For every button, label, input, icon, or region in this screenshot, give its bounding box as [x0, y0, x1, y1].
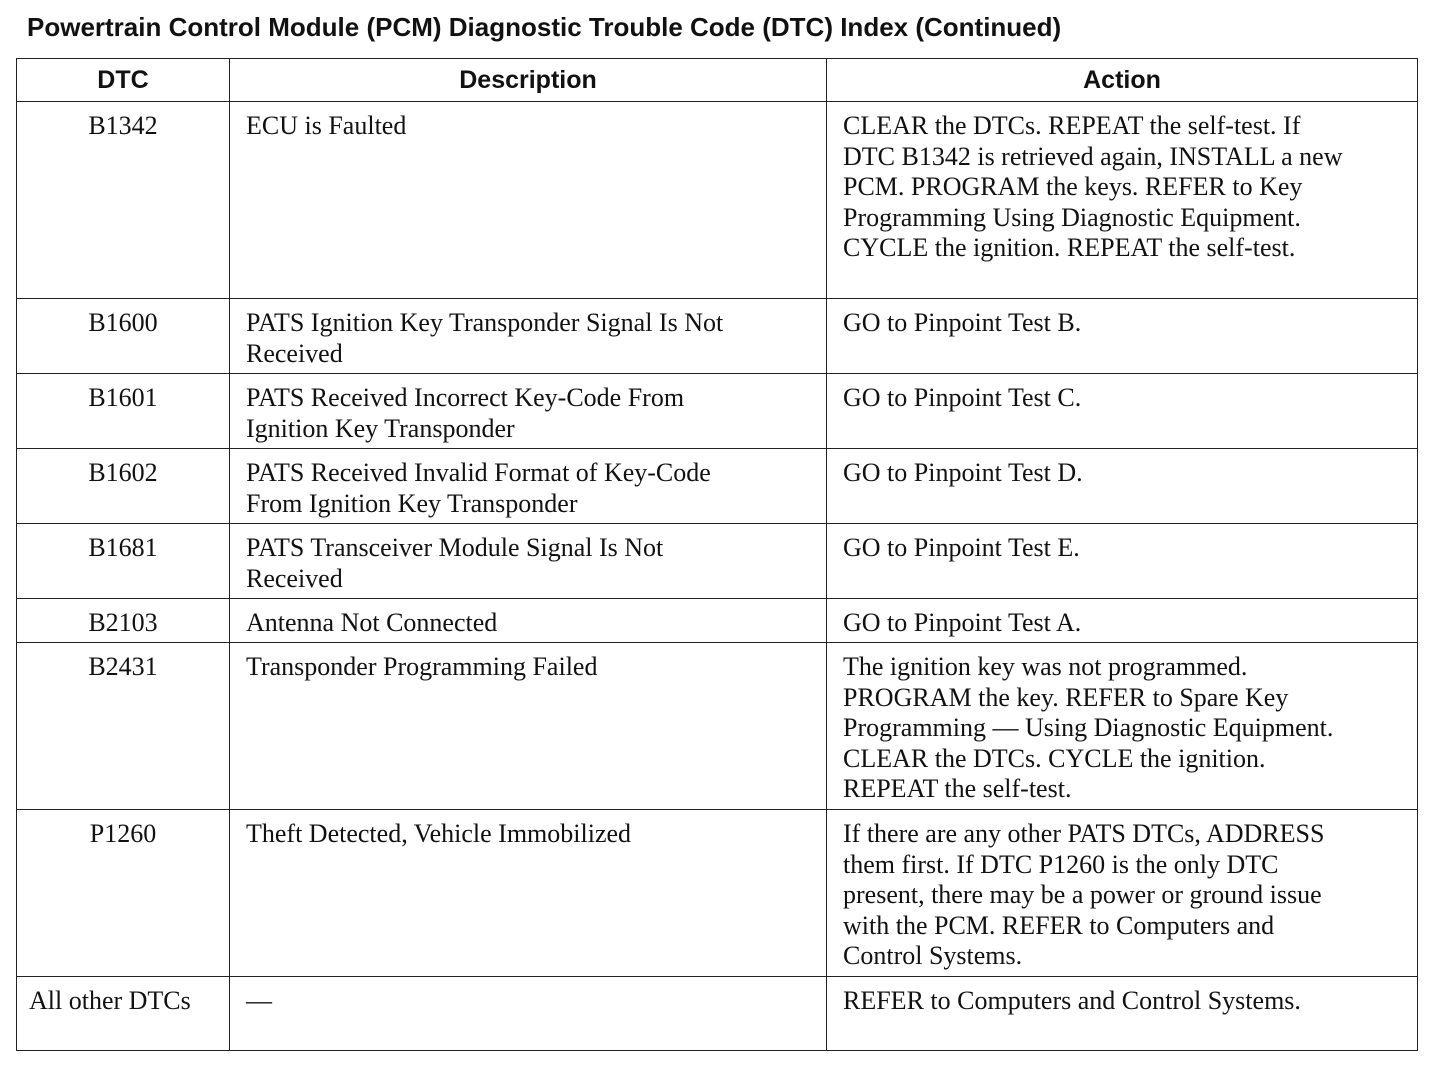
- description-line: Antenna Not Connected: [246, 608, 498, 637]
- description-line: Received: [246, 338, 343, 368]
- dtc-description: [230, 374, 827, 449]
- action-line: GO to Pinpoint Test E.: [843, 533, 1080, 562]
- table-row: [17, 299, 1418, 374]
- dtc-description: [230, 977, 827, 1051]
- description-line: —: [246, 986, 272, 1015]
- dtc-code: B1681: [17, 524, 230, 599]
- action-line: Control Systems.: [843, 941, 1023, 970]
- action-line: GO to Pinpoint Test B.: [843, 308, 1082, 337]
- table-row: [17, 810, 1418, 977]
- table-row: [17, 524, 1418, 599]
- action-line: CLEAR the DTCs. REPEAT the self-test. If: [843, 111, 1301, 140]
- action-line: PCM. PROGRAM the keys. REFER to Key: [843, 172, 1303, 201]
- action-line: GO to Pinpoint Test D.: [843, 458, 1083, 487]
- dtc-action: [827, 643, 1418, 810]
- dtc-action: [827, 524, 1418, 599]
- dtc-action: [827, 810, 1418, 977]
- description-line: ECU is Faulted: [246, 111, 407, 140]
- table-row: [17, 449, 1418, 524]
- description-line: PATS Ignition Key Transponder Signal Is Not: [246, 308, 724, 337]
- dtc-action: [827, 374, 1418, 449]
- dtc-description: [230, 102, 827, 299]
- table-row: [17, 374, 1418, 449]
- description-line: PATS Received Invalid Format of Key-Code: [246, 458, 711, 487]
- action-line: CLEAR the DTCs. CYCLE the ignition.: [843, 743, 1266, 773]
- dtc-code: B1342: [17, 102, 230, 299]
- action-line: GO to Pinpoint Test A.: [843, 608, 1082, 637]
- description-line: PATS Received Incorrect Key-Code From: [246, 383, 685, 412]
- header-dtc: DTC: [17, 59, 230, 102]
- dtc-code: B1601: [17, 374, 230, 449]
- dtc-code: B1600: [17, 299, 230, 374]
- table-row: [17, 977, 1418, 1051]
- dtc-index-table: [16, 58, 1418, 1051]
- dtc-description: [230, 299, 827, 374]
- dtc-code: B2431: [17, 643, 230, 810]
- dtc-code: P1260: [17, 810, 230, 977]
- action-line: Programming — Using Diagnostic Equipment.: [843, 713, 1334, 742]
- table-row: [17, 599, 1418, 643]
- dtc-code: B1602: [17, 449, 230, 524]
- action-line: If there are any other PATS DTCs, ADDRESS: [843, 819, 1325, 848]
- description-line: Theft Detected, Vehicle Immobilized: [246, 819, 632, 848]
- dtc-code: All other DTCs: [17, 977, 230, 1051]
- table-row: [17, 102, 1418, 299]
- action-line: GO to Pinpoint Test C.: [843, 383, 1082, 412]
- dtc-description: [230, 810, 827, 977]
- action-line: DTC B1342 is retrieved again, INSTALL a new: [843, 141, 1343, 171]
- description-line: Transponder Programming Failed: [246, 652, 598, 681]
- action-line: PROGRAM the key. REFER to Spare Key: [843, 682, 1289, 712]
- table-row: [17, 643, 1418, 810]
- action-line: The ignition key was not programmed.: [843, 652, 1248, 681]
- action-line: REPEAT the self-test.: [843, 774, 1072, 803]
- description-line: Ignition Key Transponder: [246, 413, 515, 443]
- dtc-action: [827, 102, 1418, 299]
- dtc-description: [230, 599, 827, 643]
- dtc-description: [230, 643, 827, 810]
- dtc-action: [827, 299, 1418, 374]
- dtc-action: [827, 599, 1418, 643]
- page-title: Powertrain Control Module (PCM) Diagnostic Trouble Code (DTC) Index (Continued): [27, 12, 1062, 42]
- dtc-description: [230, 449, 827, 524]
- header-description: Description: [230, 59, 827, 102]
- dtc-description: [230, 524, 827, 599]
- action-line: CYCLE the ignition. REPEAT the self-test.: [843, 233, 1296, 262]
- dtc-code: B2103: [17, 599, 230, 643]
- table-header-row: [17, 59, 1418, 102]
- dtc-action: [827, 449, 1418, 524]
- description-line: PATS Transceiver Module Signal Is Not: [246, 533, 664, 562]
- action-line: them first. If DTC P1260 is the only DTC: [843, 849, 1279, 879]
- action-line: with the PCM. REFER to Computers and: [843, 910, 1275, 940]
- description-line: Received: [246, 563, 343, 593]
- description-line: From Ignition Key Transponder: [246, 488, 578, 518]
- action-line: present, there may be a power or ground issue: [843, 880, 1322, 909]
- action-line: Programming Using Diagnostic Equipment.: [843, 202, 1301, 232]
- header-action: Action: [827, 59, 1418, 102]
- action-line: REFER to Computers and Control Systems.: [843, 986, 1301, 1015]
- dtc-action: [827, 977, 1418, 1051]
